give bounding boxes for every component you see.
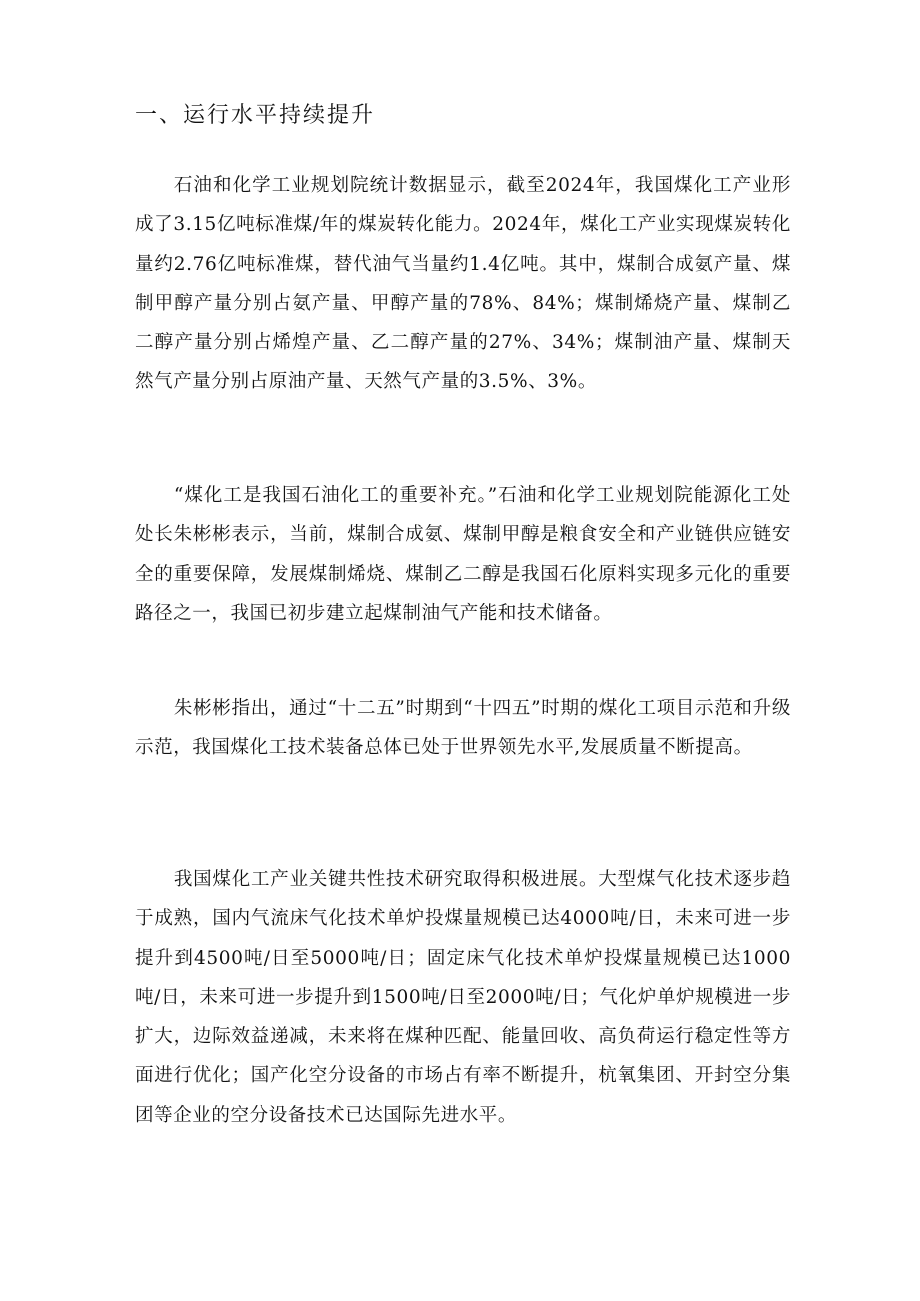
paragraph-demonstration-progress: 朱彬彬指出，通过“十二五”时期到“十四五”时期的煤化工项目示范和升级示范，我国煤化工技术装备总体已处于世界领先水平,发展质量不断提高。 — [135, 698, 791, 759]
paragraph-expert-quote: “煤化工是我国石油化工的重要补充。”石油和化学工业规划院能源化工处处长朱彬彬表示，当前，煤制合成氨、煤制甲醇是粮食安全和产业链供应链安全的重要保障，发展煤制烯烧、煤制乙二醇是我国石化原料实现多元化的重要路径之一，我国已初步建立起煤制油气产能和技术储备。 — [135, 485, 791, 624]
section-heading: 一、运行水平持续提升 — [135, 103, 376, 128]
paragraph-capacity-statistics: 石油和化学工业规划院统计数据显示，截至2024年，我国煤化工产业形成了3.15亿吨标准煤/年的煤炭转化能力。2024年，煤化工产业实现煤炭转化量约2.76亿吨标准煤，替代油气当量约1.4亿吨。其中，煤制合成氨产量、煤制甲醇产量分别占氨产量、甲醇产量的78%、84%；煤制烯烧产量、煤制乙二醇产量分别占烯煌产量、乙二醇产量的27%、34%；煤制油产量、煤制天然气产量分别占原油产量、天然气产量的3.5%、3%。 — [135, 175, 791, 393]
paragraph-key-technology: 我国煤化工产业关键共性技术研究取得积极进展。大型煤气化技术逐步趋于成熟，国内气流床气化技术单炉投煤量规模已达4000吨/日，未来可进一步提升到4500吨/日至5000吨/日；固定床气化技术单炉投煤量规模已达1000吨/日，未来可进一步提升到1500吨/日至2000吨/日；气化炉单炉规模进一步扩大，边际效益递减，未来将在煤种匹配、能量回收、高负荷运行稳定性等方面进行优化；国产化空分设备的市场占有率不断提升，杭氧集团、开封空分集团等企业的空分设备技术已达国际先进水平。 — [135, 869, 791, 1126]
